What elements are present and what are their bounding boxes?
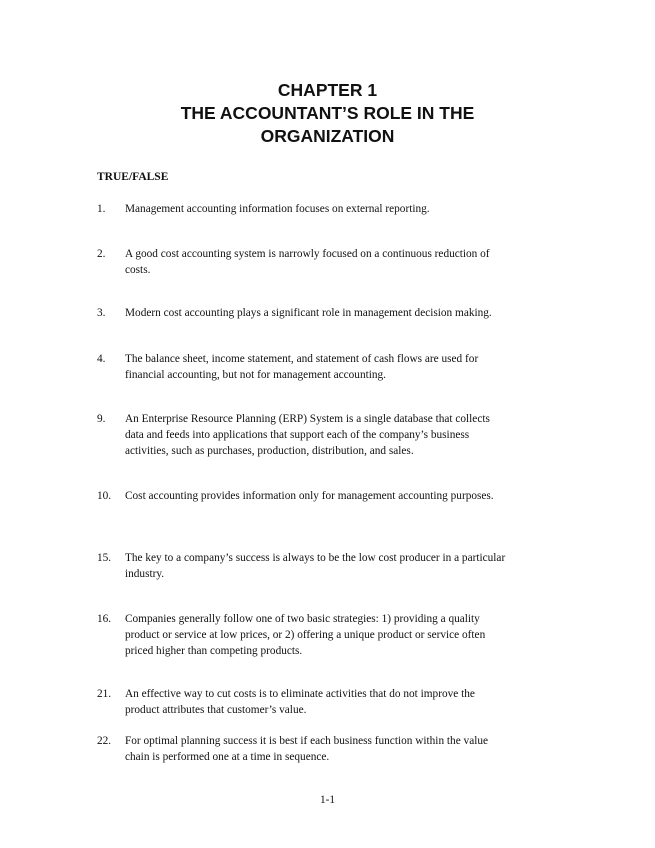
question-text-line: An Enterprise Resource Planning (ERP) System is a single database that collects bbox=[125, 413, 490, 425]
question-number: 22. bbox=[97, 735, 112, 747]
question-text-line: product or service at low prices, or 2) offering a unique product or service often bbox=[125, 629, 486, 641]
question-text-line: Cost accounting provides information only for management accounting purposes. bbox=[125, 490, 494, 502]
question-text-line: An effective way to cut costs is to eliminate activities that do not improve the bbox=[125, 688, 475, 700]
question-number: 2. bbox=[97, 248, 106, 260]
question-text-line: costs. bbox=[125, 264, 151, 276]
question-text-line: product attributes that customer’s value. bbox=[125, 704, 307, 716]
chapter-title-line-1: THE ACCOUNTANT’S ROLE IN THE bbox=[180, 103, 475, 123]
question-text-line: industry. bbox=[125, 568, 165, 580]
question-text-line: The key to a company’s success is always to be the low cost producer in a particular bbox=[125, 552, 506, 564]
question-text bbox=[125, 611, 570, 659]
question-text-line: Companies generally follow one of two basic strategies: 1) providing a quality bbox=[125, 613, 480, 625]
question-text bbox=[125, 201, 570, 217]
question-text-line: For optimal planning success it is best if each business function within the value bbox=[125, 735, 489, 747]
question-text-line: financial accounting, but not for management accounting. bbox=[125, 369, 386, 381]
section-heading: TRUE/FALSE bbox=[97, 171, 169, 183]
question-text bbox=[125, 488, 570, 504]
question-text-line: The balance sheet, income statement, and statement of cash flows are used for bbox=[125, 353, 479, 365]
question-text-line: data and feeds into applications that support each of the company’s business bbox=[125, 429, 470, 441]
question-text bbox=[125, 686, 570, 718]
question-text-line: Management accounting information focuses on external reporting. bbox=[125, 203, 430, 215]
question-number: 15. bbox=[97, 552, 112, 564]
chapter-title-line-2: ORGANIZATION bbox=[260, 126, 395, 146]
chapter-number: CHAPTER 1 bbox=[277, 80, 378, 100]
question-number: 4. bbox=[97, 353, 106, 365]
question-text-line: A good cost accounting system is narrowly focused on a continuous reduction of bbox=[125, 248, 490, 260]
question-text-line: chain is performed one at a time in sequence. bbox=[125, 751, 330, 763]
question-text bbox=[125, 246, 570, 278]
question-text bbox=[125, 733, 570, 765]
page-number: 1-1 bbox=[319, 794, 336, 806]
question-number: 21. bbox=[97, 688, 112, 700]
question-text bbox=[125, 550, 570, 582]
question-number: 3. bbox=[97, 307, 106, 319]
question-text bbox=[125, 351, 570, 383]
question-text-line: activities, such as purchases, production, distribution, and sales. bbox=[125, 445, 414, 457]
question-text bbox=[125, 411, 570, 459]
question-number: 1. bbox=[97, 203, 106, 215]
question-number: 16. bbox=[97, 613, 112, 625]
question-text-line: Modern cost accounting plays a significant role in management decision making. bbox=[125, 307, 492, 319]
question-text-line: priced higher than competing products. bbox=[125, 645, 303, 657]
question-text bbox=[125, 305, 570, 321]
question-number: 10. bbox=[97, 490, 112, 502]
question-number: 9. bbox=[97, 413, 106, 425]
